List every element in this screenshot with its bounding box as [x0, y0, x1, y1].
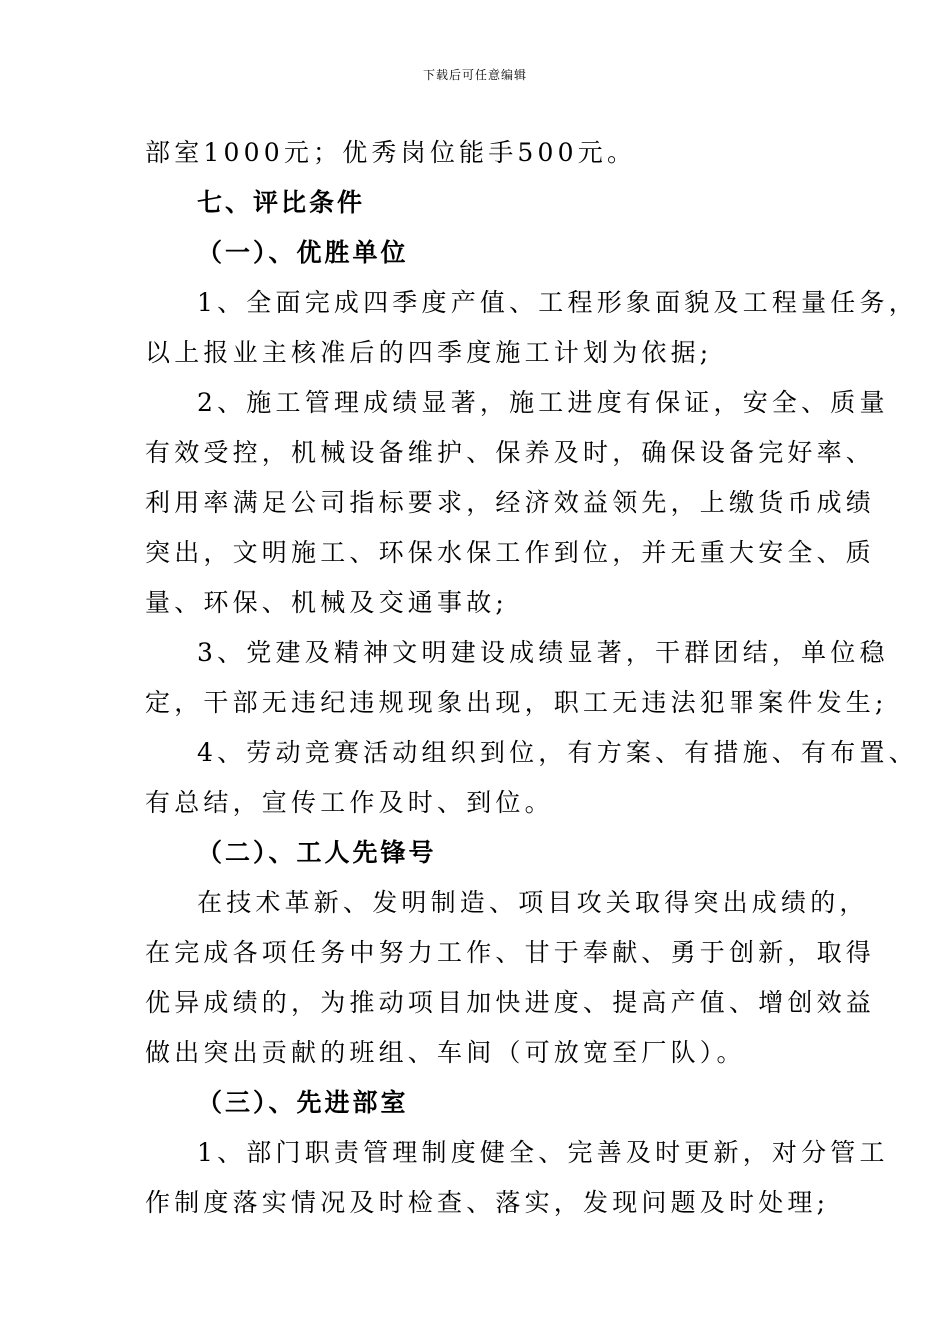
paragraph-line: 作制度落实情况及时检查、落实，发现问题及时处理;	[145, 1188, 830, 1217]
document-body	[145, 128, 918, 1228]
section-heading-evaluation-criteria: 七、评比条件	[197, 188, 366, 217]
subsection-heading-worker-pioneer: （二）、工人先锋号	[197, 838, 437, 867]
paragraph-line: 1、全面完成四季度产值、工程形象面貌及工程量任务，	[197, 288, 918, 317]
paragraph-line: 部室1000元；优秀岗位能手500元。	[145, 138, 637, 167]
paragraph-line: 量、环保、机械及交通事故;	[145, 588, 509, 617]
paragraph-line: 在完成各项任务中努力工作、甘于奉献、勇于创新，取得	[145, 938, 876, 967]
paragraph-line: 有总结，宣传工作及时、到位。	[145, 788, 554, 817]
paragraph-line: 2、施工管理成绩显著，施工进度有保证，安全、质量	[197, 388, 889, 417]
paragraph-line: 突出，文明施工、环保水保工作到位，并无重大安全、质	[145, 538, 876, 567]
paragraph-line: 3、党建及精神文明建设成绩显著，干群团结，单位稳	[197, 638, 889, 667]
paragraph-line: 做出突出贡献的班组、车间（可放宽至厂队）。	[145, 1038, 746, 1067]
paragraph-line: 利用率满足公司指标要求，经济效益领先，上缴货币成绩	[145, 488, 876, 517]
subsection-heading-advanced-department: （三）、先进部室	[197, 1088, 409, 1117]
paragraph-line: 1、部门职责管理制度健全、完善及时更新，对分管工	[197, 1138, 889, 1167]
paragraph-line: 在技术革新、发明制造、项目攻关取得突出成绩的，	[197, 888, 869, 917]
paragraph-line: 定，干部无违纪违规现象出现，职工无违法犯罪案件发生;	[145, 688, 888, 717]
subsection-heading-winning-unit: （一）、优胜单位	[197, 238, 409, 267]
paragraph-line: 有效受控，机械设备维护、保养及时，确保设备完好率、	[145, 438, 876, 467]
paragraph-line: 以上报业主核准后的四季度施工计划为依据;	[145, 338, 713, 367]
paragraph-line: 4、劳动竞赛活动组织到位，有方案、有措施、有布置、	[197, 738, 918, 767]
header-note: 下载后可任意编辑	[422, 68, 527, 82]
paragraph-line: 优异成绩的，为推动项目加快进度、提高产值、增创效益	[145, 988, 876, 1017]
